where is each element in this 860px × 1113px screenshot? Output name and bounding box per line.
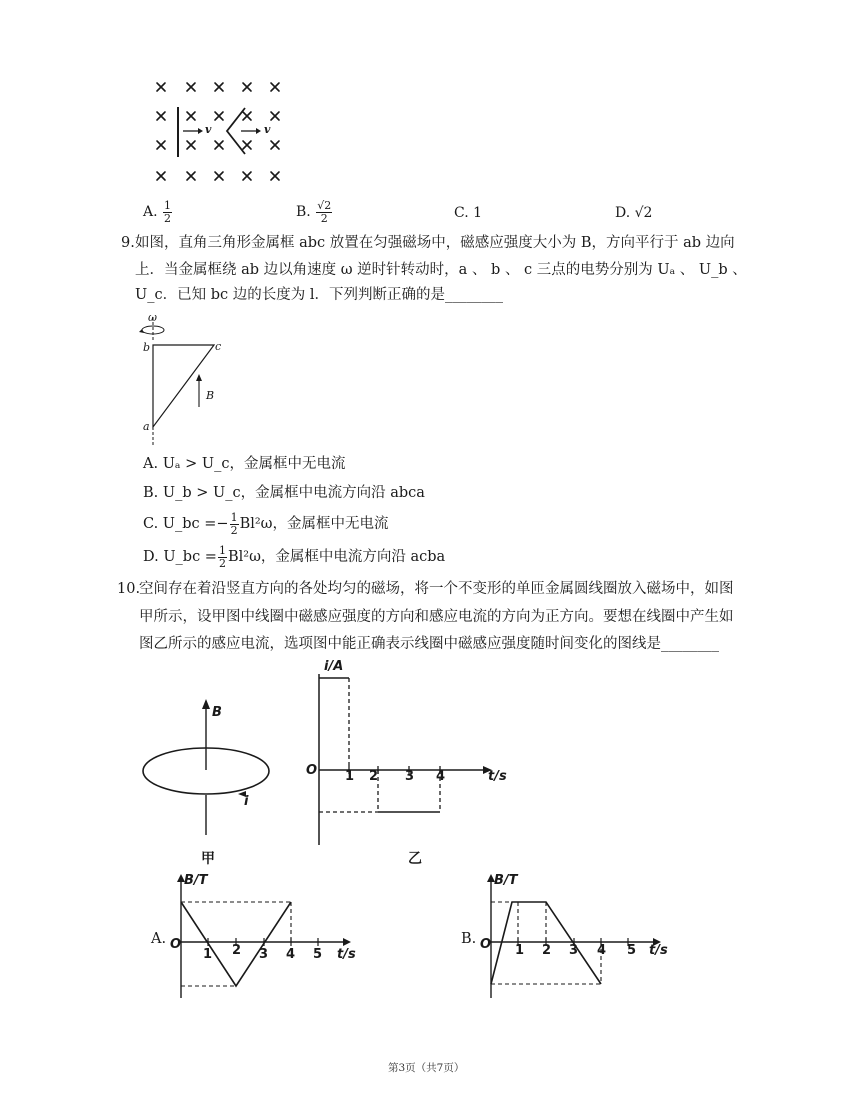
q9-option-c-suffix: Bl²ω，金属框中无电流 (239, 516, 389, 533)
q9-vertex-c-label: c (215, 340, 222, 353)
q8-option-c-value: 1 (473, 205, 483, 221)
q9-option-d-fraction: $\frac{1}{2}$ (218, 544, 226, 570)
q10-yi-origin: O (306, 763, 318, 778)
q8-option-c-label: C. (454, 205, 469, 221)
q8-option-a[interactable] (143, 200, 173, 224)
q10-option-b-origin: O (480, 937, 492, 952)
q10-yi-tick-4: 4 (436, 769, 446, 784)
q9-triangle-figure (135, 312, 245, 447)
q9-option-b[interactable]: B. U_b > U_c，金属框中电流方向沿 abca (143, 485, 425, 501)
q10-option-a-tick-1: 1 (203, 947, 213, 962)
q8-option-d-label: D. (615, 205, 631, 221)
q9-number: 9. (121, 235, 135, 251)
q10-yi-y-axis-label: i/A (324, 659, 344, 674)
q9-omega-label: ω (148, 311, 157, 324)
q10-figure-yi (300, 660, 515, 850)
q10-option-a-tick-4: 4 (286, 947, 296, 962)
q10-jia-b-label: B (212, 705, 222, 720)
q10-stem-line-1: 空间存在着沿竖直方向的各处均匀的磁场，将一个不变形的单匝金属圆线圈放入磁场中，如图 (139, 581, 734, 597)
q8-option-a-label: A. (143, 204, 158, 221)
q9-field-b-label: B (206, 389, 215, 402)
q10-option-b-tick-5: 5 (627, 943, 637, 958)
q10-option-a-tick-2: 2 (232, 943, 242, 958)
q8-option-b-fraction: $\frac{√2}{2}$ (317, 199, 332, 225)
q10-yi-tick-3: 3 (405, 769, 415, 784)
q8-velocity-label-right: v (264, 123, 271, 136)
q10-number: 10. (117, 581, 141, 597)
q9-option-c[interactable] (143, 512, 389, 536)
q10-yi-tick-1: 1 (345, 769, 355, 784)
q9-option-d[interactable] (143, 545, 445, 569)
q9-option-c-prefix: C. U_bc =− (143, 516, 229, 533)
q10-option-b-graph[interactable] (480, 872, 670, 1002)
q9-vertex-a-label: a (143, 420, 150, 433)
q10-figure-jia (138, 695, 278, 840)
q10-option-a-label[interactable]: A. (151, 931, 167, 947)
q10-option-a-y-axis-label: B/T (184, 873, 208, 888)
q10-option-a-tick-5: 5 (313, 947, 323, 962)
q8-option-b-label: B. (296, 204, 311, 221)
q10-yi-x-axis-label: t/s (488, 769, 507, 784)
q9-option-d-suffix: Bl²ω，金属框中电流方向沿 acba (227, 549, 446, 566)
q8-option-b[interactable] (296, 200, 333, 224)
q10-option-b-tick-4: 4 (597, 943, 607, 958)
q10-stem-line-3: 图乙所示的感应电流，选项图中能正确表示线圈中磁感应强度随时间变化的图线是________ (139, 636, 719, 652)
q10-option-a-tick-3: 3 (259, 947, 269, 962)
q10-jia-caption: 甲 (201, 851, 215, 867)
q8-velocity-label-left: v (205, 123, 212, 136)
q8-field-figure (145, 75, 295, 190)
q8-option-d-value: √2 (634, 205, 653, 221)
q9-option-c-fraction: $\frac{1}{2}$ (230, 511, 238, 537)
q10-option-b-tick-2: 2 (542, 943, 552, 958)
q10-jia-i-label: i (244, 794, 249, 809)
q9-vertex-b-label: b (143, 341, 151, 354)
q10-option-b-tick-3: 3 (569, 943, 579, 958)
q10-yi-caption: 乙 (408, 851, 422, 867)
q10-yi-tick-2: 2 (369, 769, 379, 784)
q10-option-b-tick-1: 1 (515, 943, 525, 958)
q9-stem-line-2: 上．当金属框绕 ab 边以角速度 ω 逆时针转动时，a 、 b 、 c 三点的电势分别为 Uₐ 、 U_b 、 (135, 262, 747, 278)
q9-option-a[interactable]: A. Uₐ > U_c，金属框中无电流 (143, 456, 346, 472)
q10-option-a-origin: O (170, 937, 182, 952)
q9-stem-line-1: 如图，直角三角形金属框 abc 放置在匀强磁场中，磁感应强度大小为 B，方向平行于 ab 边向 (135, 235, 735, 251)
q9-option-d-prefix: D. U_bc = (143, 549, 217, 566)
q10-stem-line-2: 甲所示，设甲图中线圈中磁感应强度的方向和感应电流的方向为正方向。要想在线圈中产生如 (139, 609, 734, 625)
q10-option-b-x-axis-label: t/s (649, 943, 668, 958)
page-footer: 第3页（共7页） (388, 1062, 465, 1074)
q10-option-b-label[interactable]: B. (461, 931, 477, 947)
q8-option-a-fraction: $\frac{1}{2}$ (164, 199, 172, 225)
q10-option-a-graph[interactable] (170, 872, 360, 1002)
q10-option-b-y-axis-label: B/T (494, 873, 518, 888)
q8-option-c[interactable] (454, 205, 482, 221)
q8-option-d[interactable] (615, 205, 652, 221)
q10-option-a-x-axis-label: t/s (337, 947, 356, 962)
q9-stem-line-3: U_c．已知 bc 边的长度为 l．下列判断正确的是________ (135, 287, 503, 303)
